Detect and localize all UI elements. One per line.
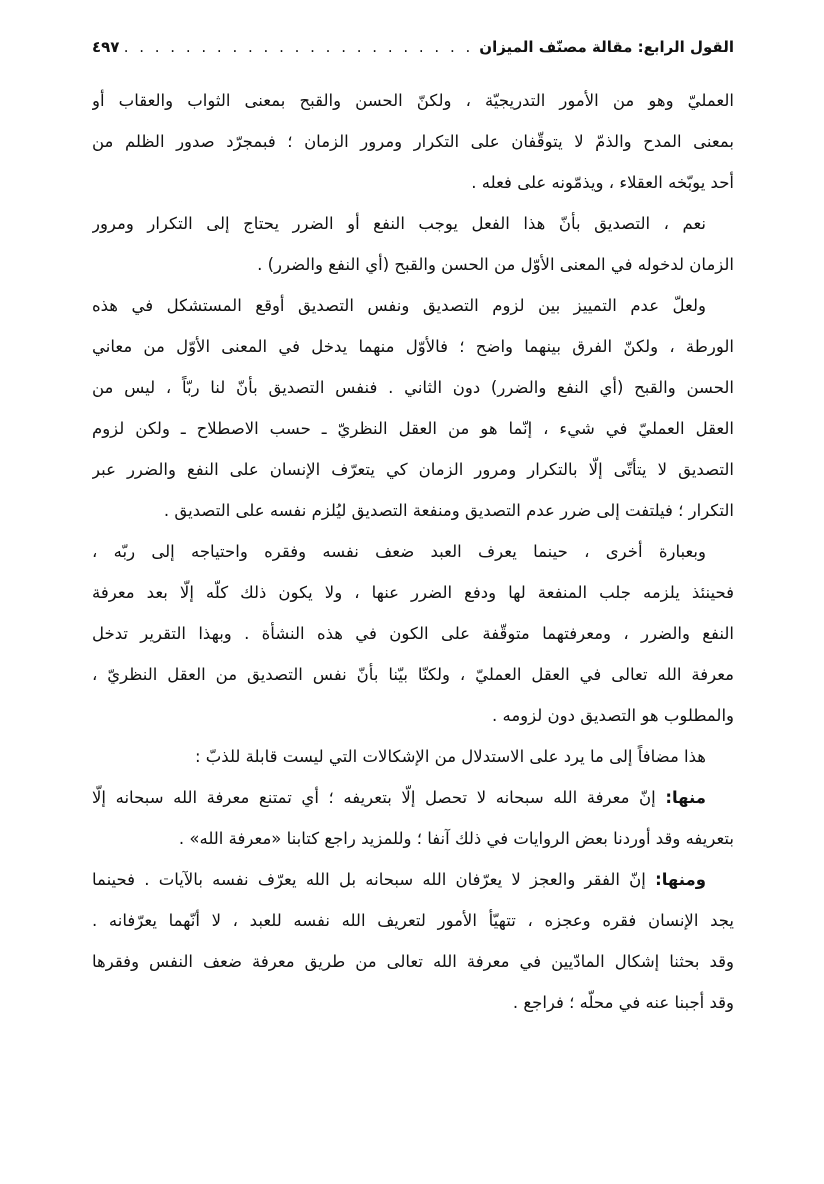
text-line: نعم ، التصديق بأنّ هذا الفعل يوجب النفع أو الضرر يحتاج إلى التكرار ومرور bbox=[92, 214, 706, 233]
text-line: الزمان لدخوله في المعنى الأوّل من الحسن والقبح (أي النفع والضرر) . bbox=[257, 255, 734, 274]
text-line bbox=[92, 777, 734, 818]
running-header bbox=[92, 34, 734, 60]
page-number: ٤٩٧ bbox=[92, 38, 120, 56]
text-line: وقد بحثنا إشكال المادّيين في معرفة الله تعالى من طريق معرفة ضعف النفس وفقرها bbox=[92, 952, 734, 971]
text-line: العقل العمليّ في شيء ، إنّما هو من العقل النظريّ ـ حسب الاصطلاح ـ ولكن لزوم bbox=[92, 419, 734, 438]
text-line: أحد يوبّخه العقلاء ، ويذمّونه على فعله . bbox=[471, 173, 734, 192]
text-line: وبعبارة أخرى ، حينما يعرف العبد ضعف نفسه وفقره واحتياجه إلى ربّه ، bbox=[92, 542, 706, 561]
text-line: الورطة ، ولكنّ الفرق بينهما واضح ؛ فالأوّل منهما يدخل في المعنى الأوّل من معاني bbox=[92, 337, 734, 356]
text-line: فحينئذ يلزمه جلب المنفعة لها ودفع الضرر عنها ، ولا يكون ذلك كلّه إلّا بعد معرفة bbox=[92, 583, 734, 602]
text-line: وقد أجبنا عنه في محلّه ؛ فراجع . bbox=[512, 993, 734, 1012]
text-line: التصديق لا يتأتّى إلّا بالتكرار ومرور الزمان كي يتعرّف الإنسان على النفع والضرر عبر bbox=[92, 460, 734, 479]
text-line: بتعريفه وقد أوردنا بعض الروايات في ذلك آنفا ؛ وللمزيد راجع كتابنا «معرفة الله» . bbox=[178, 829, 734, 848]
text-line: النفع والضرر ، ومعرفتهما متوقّفة على الكون في هذه النشأة . وبهذا التقرير تدخل bbox=[92, 624, 734, 643]
text-line: هذا مضافاً إلى ما يرد على الاستدلال من الإشكالات التي ليست قابلة للذبّ : bbox=[194, 747, 706, 766]
chapter-title: القول الرابع: مقالة مصنّف الميزان bbox=[479, 38, 734, 56]
point-label: ومنها: bbox=[655, 870, 706, 889]
text-line: والمطلوب هو التصديق دون لزومه . bbox=[492, 706, 734, 725]
text-line: ولعلّ عدم التمييز بين لزوم التصديق ونفس التصديق أوقع المستشكل في هذه bbox=[92, 296, 706, 315]
text-line: معرفة الله تعالى في العقل العمليّ ، ولكنّا بيّنا بأنّ نفس التصديق من العقل النظريّ ، bbox=[92, 665, 734, 684]
text-line bbox=[92, 859, 734, 900]
text-span: إنّ معرفة الله سبحانه لا تحصل إلّا بتعريفه ؛ أي تمتنع معرفة الله سبحانه إلّا bbox=[92, 788, 666, 807]
text-line: العمليّ وهو من الأمور التدريجيّة ، ولكنّ الحسن والقبح بمعنى الثواب والعقاب أو bbox=[92, 91, 734, 110]
text-line: يجد الإنسان فقره وعجزه ، تتهيّأ الأمور لتعريف الله نفسه للعبد ، لا أنّهما يعرّفانه . bbox=[92, 911, 734, 930]
text-line: التكرار ؛ فيلتفت إلى ضرر عدم التصديق ومنفعة التصديق ليُلزم نفسه على التصديق . bbox=[163, 501, 734, 520]
text-line: بمعنى المدح والذمّ لا يتوقّفان على التكرار ومرور الزمان ؛ فبمجرّد صدور الظلم من bbox=[92, 132, 734, 151]
text-line: الحسن والقبح (أي النفع والضرر) دون الثاني . فنفس التصديق بأنّ لنا ربّاً ، ليس من bbox=[92, 378, 734, 397]
text-span: إنّ الفقر والعجز لا يعرّفان الله سبحانه بل الله يعرّف نفسه بالآيات . فحينما bbox=[92, 870, 656, 889]
page-body bbox=[92, 80, 734, 1023]
leader-dots bbox=[125, 38, 473, 56]
point-label: منها: bbox=[665, 788, 706, 807]
